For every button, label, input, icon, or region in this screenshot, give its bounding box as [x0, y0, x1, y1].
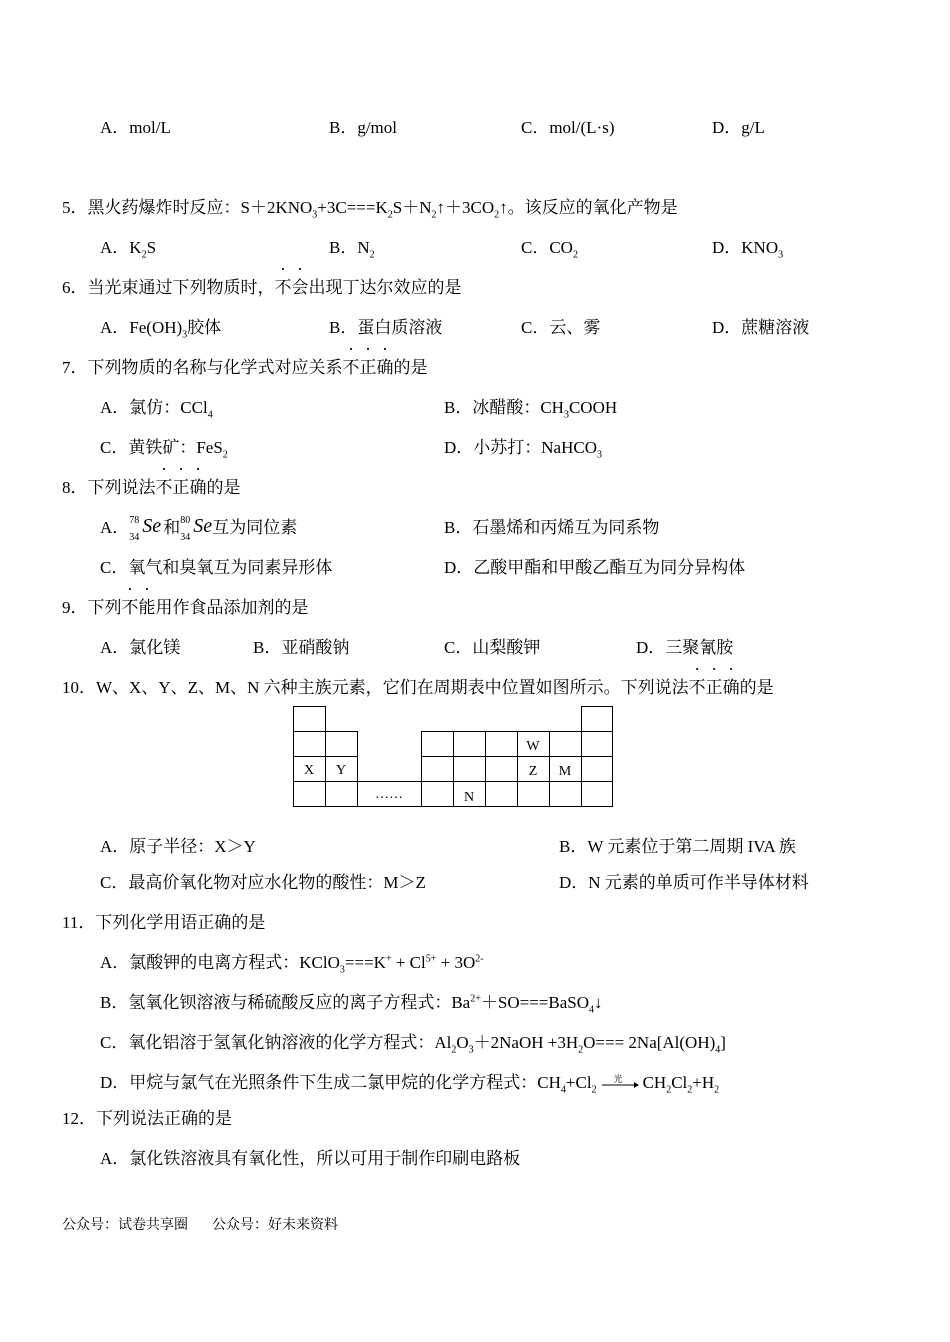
q11-option-a: A．氯酸钾的电离方程式：KClO$_3$===K+ + $Cl^{5+} + 3O^{2-}$ — [100, 953, 484, 976]
q10-option-b: B．W 元素位于第二周期 IVA 族 — [559, 837, 796, 856]
q8-option-d: D．乙酸甲酯和甲酸乙酯互为同分异构体 — [444, 558, 746, 577]
q5-option-d: D．$KNO_3$ — [712, 238, 784, 261]
q10-option-a: A．原子半径：X＞Y — [100, 837, 256, 856]
q6-stem: 6．当光束通过下列物质时，不会出现丁达尔效应的是 — [62, 278, 462, 297]
q11-stem: 11．下列化学用语正确的是 — [62, 913, 266, 932]
q12-stem: 12．下列说法正确的是 — [62, 1109, 232, 1128]
cell-n: N — [463, 790, 475, 805]
footer — [62, 1214, 362, 1234]
q11-option-c: C．氧化铝溶于氢氧化钠溶液的化学方程式：$Al_2O_3+2NaOH +3H_2O=== 2Na[Al(OH)_4]$ — [100, 1033, 726, 1056]
q9-option-b: B．亚硝酸钠 — [253, 638, 350, 657]
q5-option-c: C．$CO_2$ — [521, 238, 578, 261]
q7-option-a: A．氯仿：CCl$_4$ — [100, 398, 213, 421]
cell-m: M — [558, 764, 572, 779]
q11-option-d: D．甲烷与氯气在光照条件下生成二氯甲烷的化学方程式：$CH_4+Cl_2$ 光 $CH_2Cl_2+H_2$ — [100, 1073, 720, 1096]
footer-right: 公众号：好未来资料 — [212, 1217, 338, 1233]
isotope-se-78: 78 34 Se — [129, 515, 162, 543]
q11-option-b: B．氢氧化钡溶液与稀硫酸反应的离子方程式：$Ba^{2+}+SO===BaSO_4↓$ — [100, 993, 603, 1016]
isotope-se-80: 80 34 Se — [180, 515, 213, 543]
cell-y: Y — [335, 763, 347, 778]
q7-option-b: B．冰醋酸：$CH_3COOH$ — [444, 398, 618, 421]
q12-option-a: A．氯化铁溶液具有氧化性，所以可用于制作印刷电路板 — [100, 1149, 521, 1168]
q6-option-c: C．云、雾 — [521, 318, 601, 337]
q4-option-a: A．mol/L — [100, 118, 171, 137]
q8-option-a: A． 78 34 Se 和 80 34 Se 互为同位素 — [100, 515, 298, 543]
cell-ellipsis: …… — [375, 787, 403, 802]
cell-z: Z — [528, 764, 538, 779]
q8-option-c: C．氧气和臭氧互为同素异形体 — [100, 558, 333, 577]
q7-option-d: D．小苏打：NaHCO$_3$ — [444, 438, 602, 461]
footer-left: 公众号：试卷共享圈 — [62, 1217, 188, 1233]
q4-option-b: B．g/mol — [329, 118, 398, 137]
q6-option-b: B．蛋白质溶液 — [329, 318, 443, 337]
q4-option-d: D．g/L — [712, 118, 765, 137]
q9-option-a: A．氯化镁 — [100, 638, 181, 657]
q5-option-b: B．$N_2$ — [329, 238, 375, 261]
light-arrow-icon: 光 — [601, 1072, 639, 1094]
q5-stem: 5．黑火药爆炸时反应：$S+2KNO_3+3C===K_2S+N_2↑+3CO_2↑$。该反应的氧化产物是 — [62, 198, 678, 221]
q4-option-c: C．mol/(L·s) — [521, 118, 615, 137]
q10-option-c: C．最高价氧化物对应水化物的酸性：M＞Z — [100, 873, 426, 892]
q10-stem: 10．W、X、Y、Z、M、N 六种主族元素，它们在周期表中位置如图所示。下列说法不正确的是 — [62, 678, 774, 697]
q9-option-c: C．山梨酸钾 — [444, 638, 541, 657]
q7-option-c: C．黄铁矿：FeS$_2$ — [100, 438, 228, 461]
q8-stem: 8．下列说法不正确的是 — [62, 478, 241, 497]
q9-stem: 9．下列不能用作食品添加剂的是 — [62, 598, 309, 617]
cell-w: W — [526, 739, 540, 754]
periodic-table-diagram — [292, 705, 614, 808]
q5-option-a: A．$K_2S$ — [100, 238, 157, 261]
q7-stem: 7．下列物质的名称与化学式对应关系不正确的是 — [62, 358, 428, 377]
cell-x: X — [303, 763, 315, 778]
q6-option-d: D．蔗糖溶液 — [712, 318, 810, 337]
q10-option-d: D．N 元素的单质可作半导体材料 — [559, 873, 809, 892]
q9-option-d: D．三聚氰胺 — [636, 638, 734, 657]
q8-option-b: B．石墨烯和丙烯互为同系物 — [444, 518, 660, 537]
q6-option-a: A．$Fe(OH)_3$胶体 — [100, 318, 222, 341]
